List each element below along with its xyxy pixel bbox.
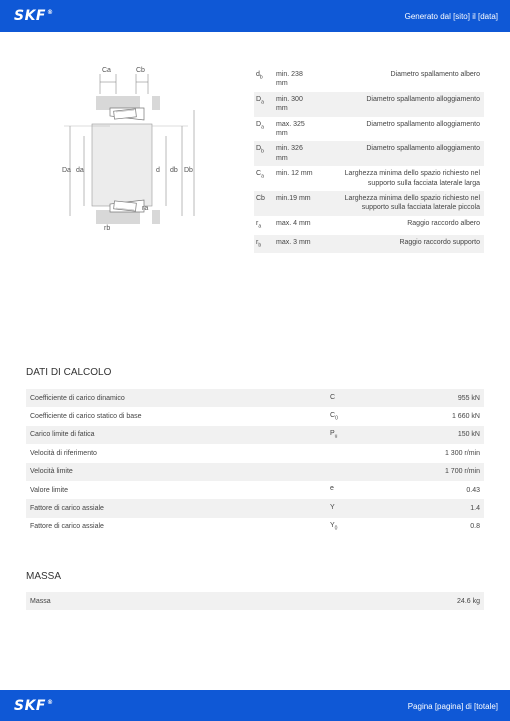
calc-title: DATI DI CALCOLO [26,367,112,378]
dimensions-table [254,67,484,253]
dimension-row [254,141,484,166]
dimension-description: Larghezza minima dello spazio richiesto nel supporto sulla facciata laterale larga [344,170,480,187]
label-db: db [170,167,178,174]
calc-value: 0.8 [470,523,480,531]
massa-value: 24.6 kg [457,597,480,605]
calc-name: Velocità di riferimento [30,449,97,457]
dimension-row [254,92,484,117]
dimension-row [254,235,484,254]
calc-row [26,518,484,536]
calc-symbol: e [330,485,334,493]
dimension-value: min. 300 mm [276,95,303,113]
dimension-symbol: $D_b$ [256,145,264,155]
dimension-description: Raggio raccordo albero [407,219,480,227]
dimension-row [254,191,484,216]
calc-row [26,463,484,481]
calc-row [26,389,484,407]
label-Ca: Ca [102,67,111,74]
dimension-symbol: $r_a$ [256,219,262,230]
generated-text: Generato dal [sito] il [data] [404,12,498,21]
calc-name: Carico limite di fatica [30,431,95,439]
massa-name: Massa [30,597,51,605]
calc-table [26,389,484,536]
dimension-value: max. 3 mm [276,238,311,246]
calc-name: Coefficiente di carico dinamico [30,394,125,402]
dimension-value: min. 238 mm [276,71,303,88]
massa-table [26,592,484,610]
dimension-symbol: Cb [256,195,265,203]
calc-symbol: Y [330,503,335,511]
dimension-description: Diametro spallamento alloggiamento [366,120,480,128]
calc-symbol: $P_u$ [330,430,338,440]
calc-row [26,499,484,517]
dimension-value: min. 12 mm [276,170,313,178]
massa-title: MASSA [26,571,62,582]
dimension-value: max. 4 mm [276,219,311,227]
label-rb: rb [104,225,111,232]
dimension-value: max. 325 mm [276,120,305,138]
calc-symbol: $Y_0$ [330,522,338,532]
calc-name: Coefficiente di carico statico di base [30,413,142,421]
calc-value: 0.43 [466,486,480,494]
calc-name: Fattore di carico assiale [30,523,104,531]
skf-logo: SKF® [14,8,54,24]
dimension-row [254,117,484,142]
label-ra: ra [142,205,149,212]
calc-name: Fattore di carico assiale [30,505,104,513]
page-indicator: Pagina [pagina] di [totale] [407,702,498,711]
dimension-description: Diametro spallamento alloggiamento [366,145,480,153]
dimension-description: Raggio raccordo supporto [399,238,480,246]
calc-row [26,407,484,425]
dimension-description: Diametro spallamento alloggiamento [366,95,480,103]
label-d: d [156,167,160,174]
label-Da: Da [62,167,71,174]
dimension-description: Larghezza minima dello spazio richiesto nel supporto sulla facciata laterale piccola [344,195,480,212]
dimension-symbol: $C_a$ [256,170,264,180]
calc-value: 150 kN [457,431,480,439]
calc-row [26,481,484,499]
dimension-symbol: $r_b$ [256,238,262,249]
dimension-value: min.19 mm [276,195,311,203]
dimension-value: min. 326 mm [276,145,303,162]
header-bar [0,0,510,32]
calc-value: 1 300 r/min [444,449,480,457]
label-Db: Db [184,167,193,174]
massa-row [26,592,484,610]
dimension-symbol: $d_b$ [256,71,263,81]
dimension-row [254,216,484,235]
calc-row [26,426,484,444]
label-da: da [76,167,84,174]
dimension-row [254,67,484,92]
bearing-mounting-drawing [56,64,208,242]
calc-value: 955 kN [457,394,480,402]
skf-logo-footer: SKF® [14,698,54,714]
calc-name: Velocità limite [30,468,73,476]
calc-value: 1 700 r/min [444,468,480,476]
calc-value: 1 660 kN [451,413,480,421]
calc-symbol: C [330,393,336,401]
calc-row [26,444,484,462]
dimension-symbol: $D_a$ [256,95,264,106]
footer-bar [0,690,510,721]
dimension-symbol: $D_a$ [256,120,264,131]
dimension-row [254,166,484,191]
dimension-description: Diametro spallamento albero [390,71,480,78]
calc-name: Valore limite [30,486,68,494]
label-Cb: Cb [136,67,145,74]
calc-value: 1.4 [470,505,480,513]
calc-symbol: $C_0$ [330,411,338,422]
